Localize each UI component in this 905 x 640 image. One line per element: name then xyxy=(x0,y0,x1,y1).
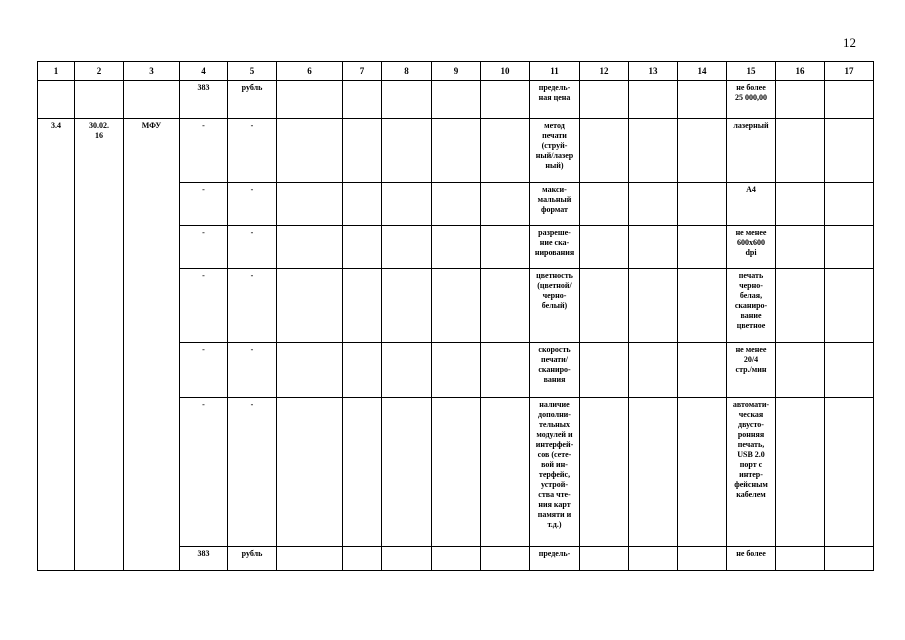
cell-empty xyxy=(277,183,343,226)
cell-empty xyxy=(629,119,678,183)
column-header: 13 xyxy=(629,62,678,81)
cell-empty xyxy=(678,343,727,398)
cell-empty xyxy=(776,398,825,547)
cell-empty xyxy=(825,119,874,183)
cell-value xyxy=(727,226,776,269)
cell-empty xyxy=(629,226,678,269)
cell-empty xyxy=(481,183,530,226)
cell-empty xyxy=(432,269,481,343)
cell-empty xyxy=(382,183,432,226)
cell-empty xyxy=(382,547,432,571)
cell-empty xyxy=(678,398,727,547)
cell-empty xyxy=(629,81,678,119)
cell-empty xyxy=(343,226,382,269)
cell-empty xyxy=(277,547,343,571)
cell-empty xyxy=(776,547,825,571)
cell-unit-name: - xyxy=(228,119,277,183)
cell-empty xyxy=(382,119,432,183)
page-number: 12 xyxy=(843,35,856,50)
cell-empty xyxy=(382,343,432,398)
cell-empty xyxy=(825,343,874,398)
table-row xyxy=(38,81,874,119)
value-text: А4 xyxy=(746,185,756,194)
cell-unit-code: - xyxy=(180,226,228,269)
cell-empty xyxy=(277,398,343,547)
cell-unit-name: - xyxy=(228,343,277,398)
cell-empty xyxy=(382,269,432,343)
cell-unit-code: - xyxy=(180,398,228,547)
cell-characteristic xyxy=(530,183,580,226)
cell-empty xyxy=(481,119,530,183)
cell-empty xyxy=(580,119,629,183)
cell-value xyxy=(727,269,776,343)
table-row xyxy=(38,119,874,183)
cell-empty xyxy=(580,547,629,571)
cell-empty xyxy=(343,547,382,571)
column-header: 7 xyxy=(343,62,382,81)
cell-name xyxy=(124,81,180,119)
cell-empty xyxy=(343,81,382,119)
cell-unit-code: - xyxy=(180,343,228,398)
cell-empty xyxy=(825,183,874,226)
cell-empty xyxy=(432,398,481,547)
cell-empty xyxy=(432,547,481,571)
cell-empty xyxy=(678,226,727,269)
cell-empty xyxy=(432,119,481,183)
cell-empty xyxy=(481,398,530,547)
characteristic-text: метод печати (струй- ный/лазер ный) xyxy=(535,121,574,170)
cell-empty xyxy=(825,269,874,343)
column-header: 16 xyxy=(776,62,825,81)
cell-empty xyxy=(432,226,481,269)
column-header: 12 xyxy=(580,62,629,81)
cell-empty xyxy=(678,547,727,571)
cell-value xyxy=(727,183,776,226)
cell-empty xyxy=(580,269,629,343)
cell-empty xyxy=(678,183,727,226)
cell-empty xyxy=(629,269,678,343)
column-header: 6 xyxy=(277,62,343,81)
column-header: 4 xyxy=(180,62,228,81)
cell-empty xyxy=(580,398,629,547)
cell-code xyxy=(75,119,124,571)
cell-empty xyxy=(343,398,382,547)
cell-number xyxy=(38,81,75,119)
cell-unit-code: - xyxy=(180,269,228,343)
characteristic-text: предель- xyxy=(538,549,571,558)
column-header: 11 xyxy=(530,62,580,81)
cell-empty xyxy=(580,343,629,398)
cell-unit-name: - xyxy=(228,269,277,343)
cell-empty xyxy=(580,81,629,119)
characteristic-text: скорость печати/ сканиро- вания xyxy=(538,345,571,384)
cell-empty xyxy=(629,183,678,226)
value-text: не менее 20/4 стр./мин xyxy=(735,345,767,374)
column-header: 10 xyxy=(481,62,530,81)
cell-empty xyxy=(678,269,727,343)
cell-empty xyxy=(776,119,825,183)
characteristic-text: предель- ная цена xyxy=(538,83,571,102)
cell-empty xyxy=(776,343,825,398)
column-header: 3 xyxy=(124,62,180,81)
column-header: 17 xyxy=(825,62,874,81)
cell-code xyxy=(75,81,124,119)
value-text: не более xyxy=(736,549,766,558)
table-header-row xyxy=(38,62,874,81)
cell-unit-name: - xyxy=(228,398,277,547)
cell-value xyxy=(727,547,776,571)
cell-empty xyxy=(776,269,825,343)
cell-characteristic xyxy=(530,81,580,119)
column-header: 8 xyxy=(382,62,432,81)
cell-characteristic xyxy=(530,119,580,183)
cell-empty xyxy=(481,343,530,398)
cell-unit-name: - xyxy=(228,183,277,226)
cell-number: 3.4 xyxy=(38,119,75,571)
characteristic-text: наличие дополни- тельных модулей и интерфей- сов (сете- вой ин- терфейс, устрой- ства чте- ния карт памяти и т.д.) xyxy=(535,400,574,529)
characteristic-text: цветность (цветной/ черно- белый) xyxy=(536,271,573,310)
cell-empty xyxy=(825,398,874,547)
column-header: 2 xyxy=(75,62,124,81)
value-text: автомати- ческая двусто- ронняя печать, USB 2.0 порт с интер- фейсным кабелем xyxy=(732,400,770,499)
cell-unit-name: - xyxy=(228,226,277,269)
cell-value xyxy=(727,398,776,547)
cell-characteristic xyxy=(530,269,580,343)
cell-value xyxy=(727,81,776,119)
column-header: 14 xyxy=(678,62,727,81)
cell-characteristic xyxy=(530,343,580,398)
specification-table xyxy=(37,61,874,571)
cell-empty xyxy=(343,269,382,343)
cell-empty xyxy=(277,343,343,398)
cell-empty xyxy=(629,547,678,571)
cell-unit-code: - xyxy=(180,119,228,183)
cell-empty xyxy=(432,183,481,226)
cell-empty xyxy=(343,119,382,183)
cell-empty xyxy=(776,183,825,226)
cell-empty xyxy=(432,343,481,398)
cell-empty xyxy=(481,547,530,571)
cell-unit-name: рубль xyxy=(228,547,277,571)
cell-empty xyxy=(629,343,678,398)
value-text: не менее 600х600 dpi xyxy=(735,228,767,257)
cell-value xyxy=(727,119,776,183)
cell-empty xyxy=(678,81,727,119)
cell-empty xyxy=(277,226,343,269)
code-text: 30.02. 16 xyxy=(89,121,109,140)
characteristic-text: разреше- ние ска- нирования xyxy=(534,228,575,257)
cell-empty xyxy=(776,81,825,119)
cell-characteristic xyxy=(530,547,580,571)
cell-name: МФУ xyxy=(124,119,180,571)
cell-empty xyxy=(825,81,874,119)
cell-empty xyxy=(481,81,530,119)
column-header: 5 xyxy=(228,62,277,81)
value-text: лазерный xyxy=(733,121,769,130)
characteristic-text: макси- мальный формат xyxy=(537,185,572,214)
cell-empty xyxy=(825,226,874,269)
cell-empty xyxy=(343,183,382,226)
cell-empty xyxy=(343,343,382,398)
cell-empty xyxy=(580,226,629,269)
cell-empty xyxy=(481,226,530,269)
cell-empty xyxy=(277,119,343,183)
cell-empty xyxy=(580,183,629,226)
value-text: не более 25 000,00 xyxy=(735,83,767,102)
column-header: 1 xyxy=(38,62,75,81)
cell-empty xyxy=(382,226,432,269)
cell-empty xyxy=(678,119,727,183)
cell-characteristic xyxy=(530,398,580,547)
cell-unit-code: 383 xyxy=(180,547,228,571)
cell-characteristic xyxy=(530,226,580,269)
cell-empty xyxy=(481,269,530,343)
cell-empty xyxy=(432,81,481,119)
cell-empty xyxy=(825,547,874,571)
cell-empty xyxy=(382,81,432,119)
value-text: печать черно- белая, сканиро- вание цветное xyxy=(734,271,768,330)
cell-empty xyxy=(382,398,432,547)
column-header: 15 xyxy=(727,62,776,81)
cell-unit-name: рубль xyxy=(228,81,277,119)
cell-empty xyxy=(277,81,343,119)
cell-unit-code: 383 xyxy=(180,81,228,119)
cell-value xyxy=(727,343,776,398)
column-header: 9 xyxy=(432,62,481,81)
cell-unit-code: - xyxy=(180,183,228,226)
cell-empty xyxy=(776,226,825,269)
cell-empty xyxy=(629,398,678,547)
cell-empty xyxy=(277,269,343,343)
